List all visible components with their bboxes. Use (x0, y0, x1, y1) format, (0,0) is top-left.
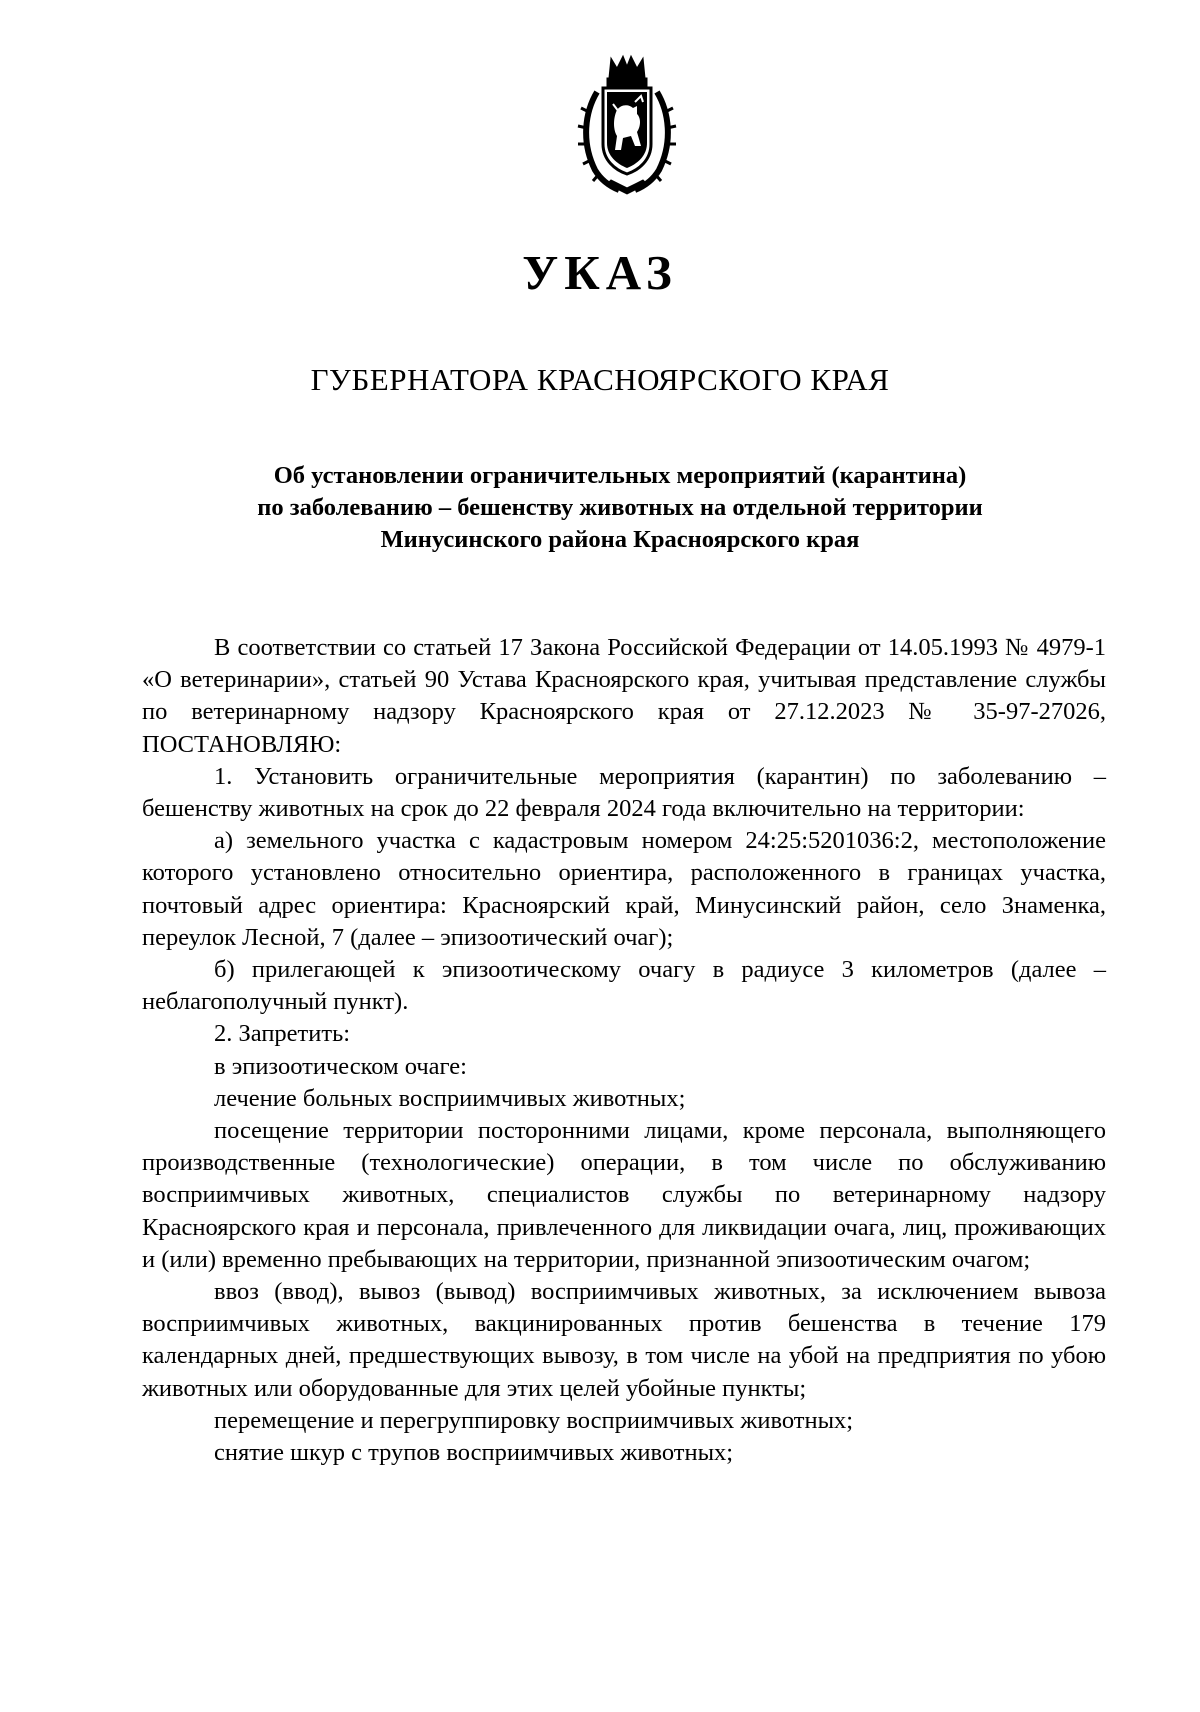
heading-line: по заболеванию – бешенству животных на отдельной территории (257, 494, 983, 521)
paragraph-ban-skinning: снятие шкур с трупов восприимчивых животных; (214, 1439, 734, 1467)
paragraph-item-2: 2. Запретить: (214, 1020, 351, 1048)
coat-of-arms-icon (571, 52, 683, 196)
paragraph-ban-regrouping: перемещение и перегруппировку восприимчивых животных; (214, 1406, 854, 1434)
paragraph-focus-heading: в эпизоотическом очаге: (214, 1052, 467, 1080)
paragraph-item-1: 1. Установить ограничительные мероприятия (карантин) по заболеванию – бешенству животных на срок до 22 февраля 2024 года включительно на территории: (142, 762, 1106, 823)
document-body (142, 632, 1106, 1469)
document-subtitle: ГУБЕРНАТОРА КРАСНОЯРСКОГО КРАЯ (310, 362, 890, 397)
paragraph-ban-import-export: ввоз (ввод), вывоз (вывод) восприимчивых животных, за исключением вывоза восприимчивых животных, вакцинированных против бешенства в течение 179 календарных дней, предшествующих вывозу, в том числе на убой на предприятия по убою животных или оборудованные для этих целей убойные пункты; (142, 1278, 1106, 1402)
paragraph-ban-treatment: лечение больных восприимчивых животных; (214, 1084, 686, 1112)
paragraph-item-1b: б) прилегающей к эпизоотическому очагу в радиусе 3 километров (далее – неблагополучный пункт). (142, 956, 1106, 1016)
heading-line: Минусинского района Красноярского края (380, 526, 860, 553)
heading-line: Об установлении ограничительных мероприятий (карантина) (273, 462, 967, 489)
paragraph-ban-visits: посещение территории посторонними лицами, кроме персонала, выполняющего производственные (технологические) операции, в том числе по обслуживанию восприимчивых животных, специалистов службы по ветеринарному надзору Красноярского края и персонала, привлеченного для ликвидации очага, лиц, проживающих и (или) временно пребывающих на территории, признанной эпизоотическим очагом; (142, 1117, 1106, 1273)
paragraph-item-1a: а) земельного участка с кадастровым номером 24:25:5201036:2, местоположение которого установлено относительно ориентира, расположенного в границах участка, почтовый адрес ориентира: Красноярский край, Минусинский район, село Знаменка, переулок Лесной, 7 (далее – эпизоотический очаг); (142, 827, 1106, 951)
document-heading (140, 460, 1100, 556)
paragraph-preamble: В соответствии со статьей 17 Закона Российской Федерации от 14.05.1993 № 4979-1 «О ветеринарии», статьей 90 Устава Красноярского края, учитывая представление службы по ветеринарному надзору Красноярского края от 27.12.2023 № 35-97-27026, ПОСТАНОВЛЯЮ: (142, 634, 1106, 758)
document-title: УКАЗ (522, 245, 678, 300)
